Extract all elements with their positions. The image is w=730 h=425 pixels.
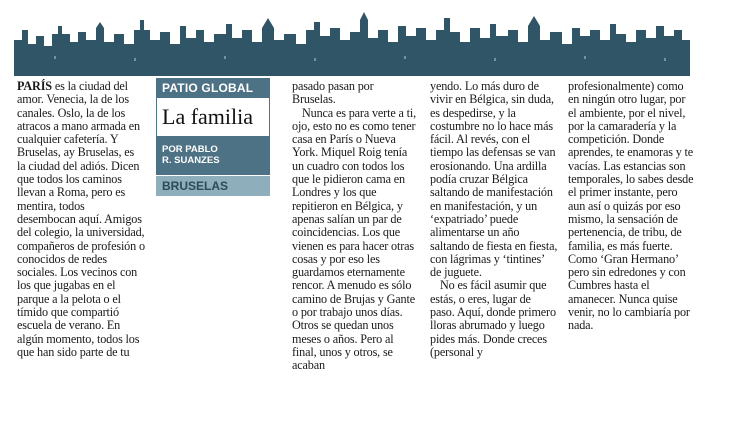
column-3-paragraph-2: No es fácil asumir que estás, o eres, lugar de paso. Aquí, donde primero lloras abrumado y luego pides más. Donde creces (personal y (430, 278, 556, 359)
section-label: PATIO GLOBAL (156, 78, 270, 98)
column-1-body: es la ciudad del amor. Venecia, la de los canales. Oslo, la de los atracos a mano armada en cualquier cafetería. Y Bruselas, ay Bruselas, es la ciudad del adiós. Dicen que todos los caminos llevan a Roma, pero es mentira, todos desembocan aquí. Amigos del colegio, la universidad, compañeros de profesión o conocidos de redes sociales. Los vecinos con los que jugabas en el parque a la pelota o el tímido que compartió escuela de verano. En algún momento, todos los que han sido parte de tu (17, 79, 145, 359)
lead-word: PARÍS (17, 79, 52, 93)
city-skyline-banner (14, 0, 690, 76)
article-column-2 (292, 80, 420, 373)
column-3-paragraph-1: yendo. Lo más duro de vivir en Bélgica, sin duda, es despedirse, y la costumbre no lo hace más fácil. Al revés, con el tiempo las defensas se van erosionando. Una ardilla podía cruzar Bélgica saltando de manifestación en manifestación, y un ‘expatriado’ puede alimentarse un año saltando de fiesta en fiesta, con lágrimas y ‘tintines’ de juguete. (430, 79, 558, 280)
article-column-3 (430, 80, 558, 359)
article-column-4 (568, 80, 696, 333)
article-column-1 (17, 80, 145, 359)
column-1-text (17, 80, 145, 359)
column-4-text: profesionalmente) como en ningún otro lugar, por el ambiente, por el nivel, por la camaradería y la competición. Donde aprendes, te enamoras y te vacías. Las estancias son temporales, lo sabes desde el primer instante, pero aun así o quizás por eso mismo, la sensación de pertenencia, de tribu, de familia, es más fuerte. Como ‘Gran Hermano’ pero sin edredones y con Cumbres hasta el amanecer. Nunca quise venir, no lo cambiaría por nada. (568, 79, 694, 333)
column-2-paragraph-2: Nunca es para verte a ti, ojo, esto no es como tener casa en París o Nueva York. Miquel Roig tenía un cuadro con todos los que le pidieron cama en Londres y los que repitieron en Bélgica, y apenas salían un par de coincidencias. Los que vienen es para hacer otras cosas y por eso les guardamos eternamente rencor. A menudo es sólo camino de Brujas y Gante o por trabajo unos días. Otros se quedan unos meses o años. Pero al final, unos y otros, se acaban (292, 105, 417, 373)
column-2-paragraph-1: pasado pasan por Bruselas. (292, 79, 374, 107)
dateline: BRUSELAS (156, 176, 270, 196)
city-skyline-icon (14, 0, 690, 76)
byline-line-2: R. SUANZES (162, 155, 220, 166)
byline (156, 136, 270, 175)
byline-line-1: POR PABLO (162, 144, 218, 155)
headline: La familia (156, 98, 270, 136)
headline-box (156, 78, 270, 196)
